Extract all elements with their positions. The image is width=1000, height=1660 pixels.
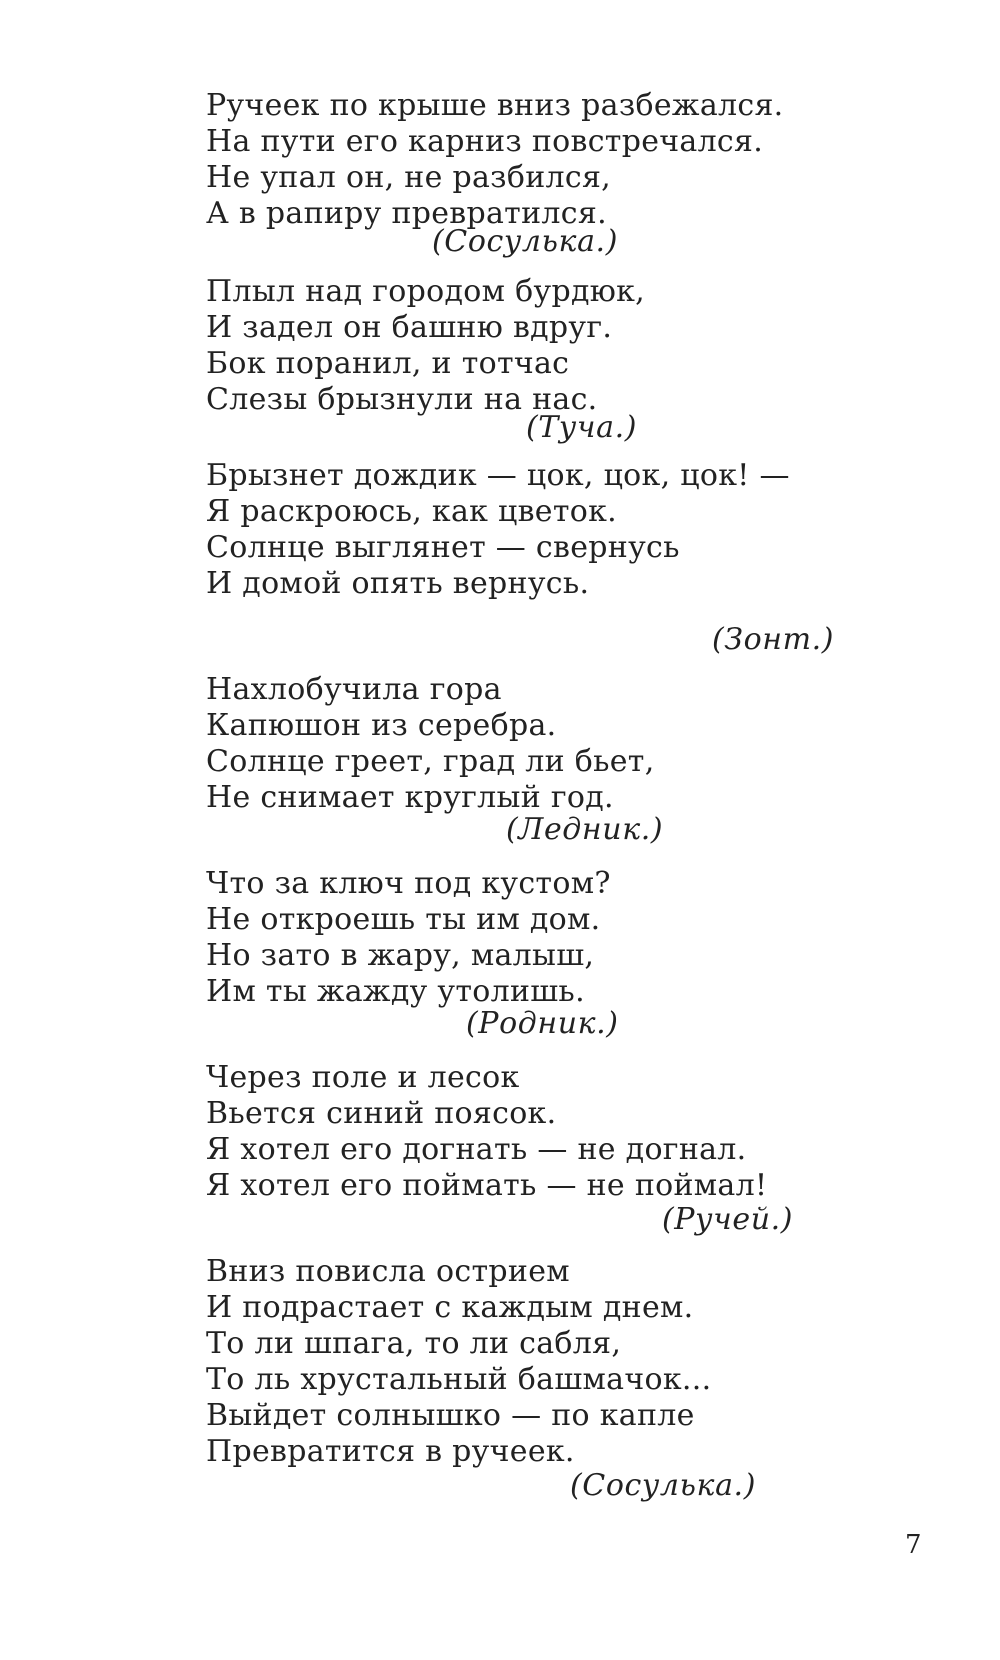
riddle-line: То ли шпага, то ли сабля, [206, 1326, 622, 1361]
riddle-answer: (Родник.) [466, 1006, 619, 1041]
riddle-line: Что за ключ под кустом? [206, 866, 611, 901]
riddle-answer: (Туча.) [526, 410, 638, 445]
riddle-line: На пути его карниз повстречался. [206, 124, 764, 159]
riddle-line: И домой опять вернусь. [206, 566, 590, 601]
riddle-line: Превратится в ручеек. [206, 1434, 575, 1469]
riddle-line: Выйдет солнышко — по капле [206, 1398, 695, 1433]
riddle-line: Я хотел его поймать — не поймал! [206, 1168, 768, 1203]
riddle-line: Через поле и лесок [206, 1060, 520, 1095]
riddle-2 [206, 274, 906, 445]
riddle-answer: (Сосулька.) [432, 224, 618, 259]
riddle-7 [206, 1254, 906, 1503]
riddle-6 [206, 1060, 906, 1237]
riddle-line: То ль хрустальный башмачок... [206, 1362, 712, 1397]
riddle-line: Я раскроюсь, как цветок. [206, 494, 617, 529]
riddle-line: Нахлобучила гора [206, 672, 502, 707]
riddle-5 [206, 866, 906, 1041]
riddle-line: Им ты жажду утолишь. [206, 974, 585, 1009]
riddle-line: Брызнет дождик — цок, цок, цок! — [206, 458, 790, 493]
riddle-line: Не снимает круглый год. [206, 780, 614, 815]
riddle-line: Вьется синий поясок. [206, 1096, 557, 1131]
riddle-line: И задел он башню вдруг. [206, 310, 613, 345]
riddle-line: Солнце греет, град ли бьет, [206, 744, 655, 779]
riddle-line: И подрастает с каждым днем. [206, 1290, 694, 1325]
riddle-line: Не упал он, не разбился, [206, 160, 612, 195]
riddle-line: Но зато в жару, малыш, [206, 938, 595, 973]
riddle-line: Вниз повисла острием [206, 1254, 570, 1289]
riddle-line: А в рапиру превратился. [206, 196, 607, 231]
riddle-line: Не откроешь ты им дом. [206, 902, 601, 937]
riddle-answer: (Ледник.) [506, 812, 664, 847]
riddle-3 [206, 458, 906, 657]
riddle-line: Солнце выглянет — свернусь [206, 530, 680, 565]
riddle-line: Капюшон из серебра. [206, 708, 557, 743]
riddle-line: Плыл над городом бурдюк, [206, 274, 646, 309]
riddle-answer: (Зонт.) [712, 622, 835, 657]
riddle-4 [206, 672, 906, 847]
riddle-answer: (Сосулька.) [570, 1468, 756, 1503]
riddle-1 [206, 88, 906, 259]
riddle-line: Слезы брызнули на нас. [206, 382, 598, 417]
riddle-line: Я хотел его догнать — не догнал. [206, 1132, 747, 1167]
riddle-line: Бок поранил, и тотчас [206, 346, 570, 381]
riddle-answer: (Ручей.) [662, 1202, 794, 1237]
page-number: 7 [905, 1530, 922, 1560]
riddle-line: Ручеек по крыше вниз разбежался. [206, 88, 784, 123]
